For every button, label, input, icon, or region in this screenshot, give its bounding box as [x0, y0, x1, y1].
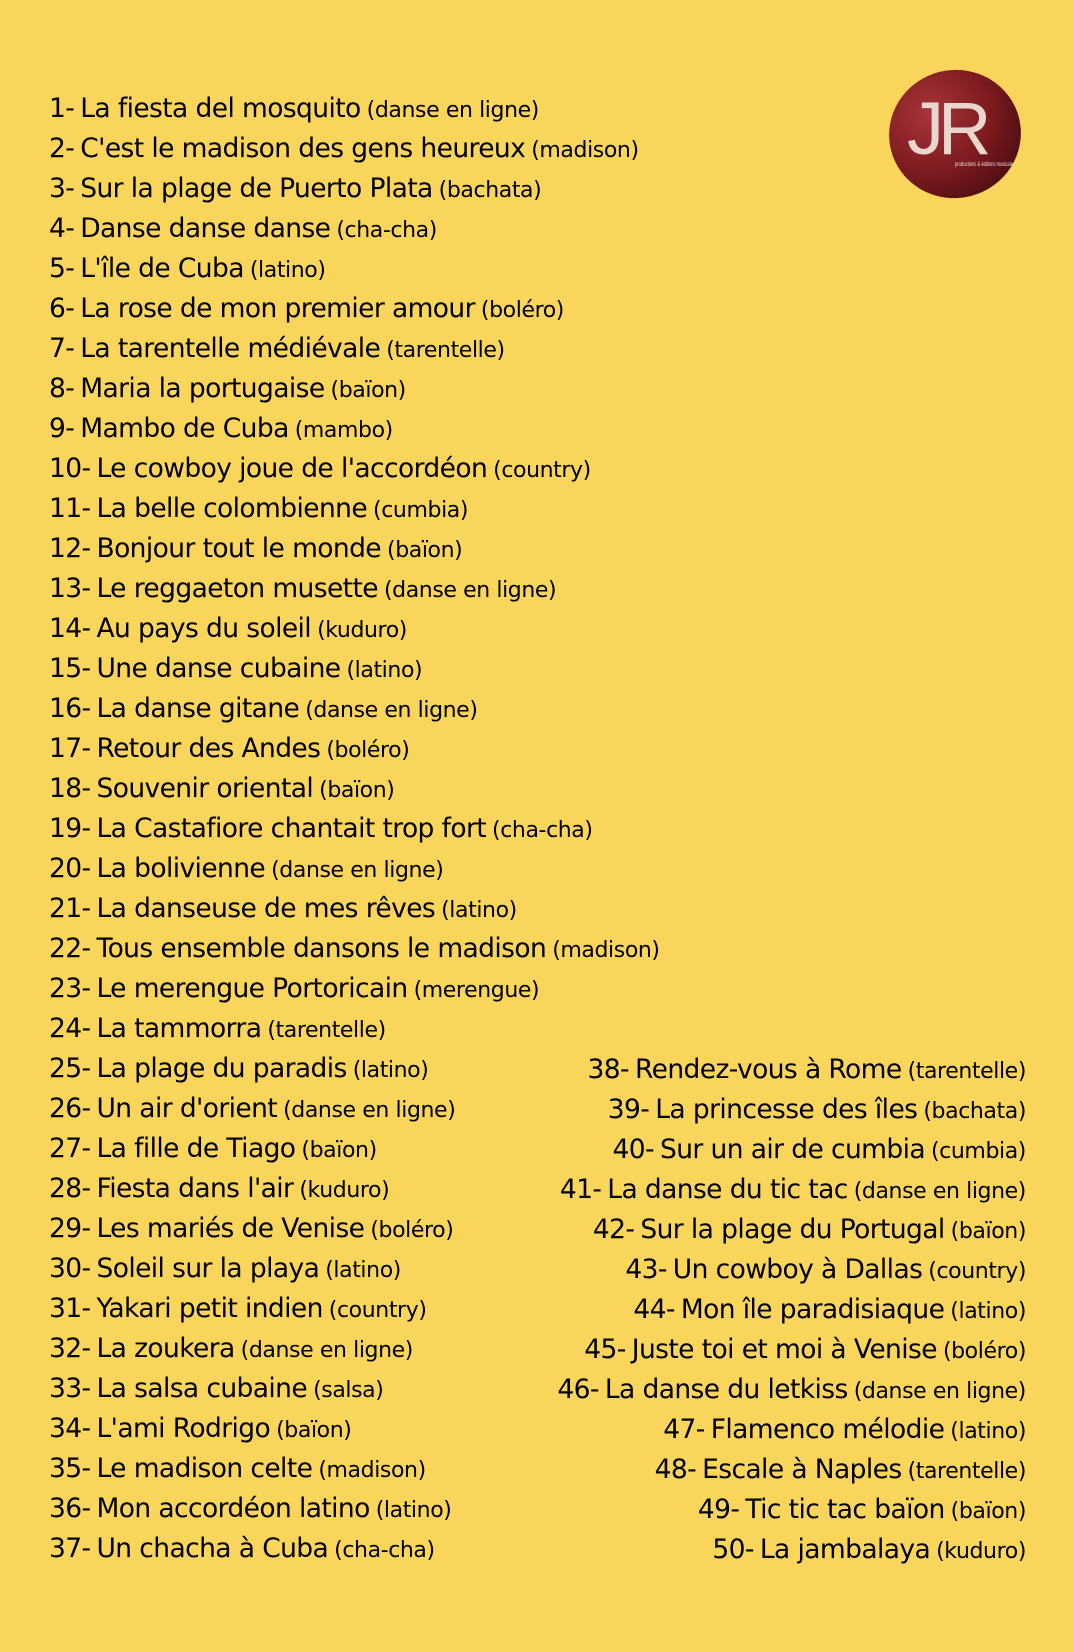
track-dance-style: (baïon) [319, 778, 395, 803]
track-item [49, 249, 660, 289]
track-number: 6- [49, 293, 75, 324]
track-number: 41- [559, 1174, 602, 1205]
track-dance-style: (danse en ligne) [305, 698, 478, 723]
track-title: La fille de Tiago [96, 1133, 296, 1164]
track-item [49, 929, 660, 969]
track-number: 33- [49, 1373, 91, 1404]
track-title: Sur la plage du Portugal [640, 1214, 945, 1245]
track-item [49, 329, 660, 369]
track-title: Le madison celte [96, 1453, 313, 1484]
logo-tagline: productions & éditions musicales [955, 162, 1015, 168]
track-number: 38- [587, 1054, 630, 1085]
track-title: La salsa cubaine [96, 1373, 308, 1404]
track-title: Le cowboy joue de l'accordéon [96, 453, 488, 484]
track-title: La danseuse de mes rêves [96, 893, 436, 924]
track-number: 5- [49, 253, 75, 284]
track-number: 31- [49, 1293, 91, 1324]
track-number: 34- [49, 1413, 91, 1444]
track-title: La zoukera [96, 1333, 235, 1364]
track-dance-style: (kuduro) [299, 1178, 390, 1203]
track-title: La tammorra [96, 1013, 262, 1044]
track-number: 45- [584, 1334, 626, 1365]
track-dance-style: (latino) [346, 658, 423, 683]
track-number: 40- [612, 1134, 654, 1165]
track-title: Mon île paradisiaque [680, 1294, 945, 1325]
track-item [49, 729, 660, 769]
track-dance-style: (country) [328, 1298, 427, 1323]
track-number: 23- [49, 973, 91, 1004]
track-item [49, 129, 660, 169]
track-item [557, 1130, 1026, 1170]
track-title: Danse danse danse [80, 213, 331, 244]
track-number: 46- [557, 1374, 599, 1405]
track-number: 8- [49, 373, 75, 404]
track-dance-style: (cha-cha) [336, 218, 437, 243]
track-number: 15- [49, 653, 91, 684]
track-dance-style: (bachata) [923, 1099, 1026, 1124]
track-title: Les mariés de Venise [96, 1213, 365, 1244]
track-number: 16- [49, 693, 91, 724]
track-title: Mambo de Cuba [80, 413, 289, 444]
track-item [49, 289, 660, 329]
track-title: La Castafiore chantait trop fort [96, 813, 487, 844]
track-item [557, 1210, 1026, 1250]
track-number: 43- [625, 1254, 667, 1285]
track-dance-style: (baïon) [950, 1499, 1026, 1524]
track-item [49, 609, 660, 649]
track-dance-style: (country) [928, 1259, 1026, 1284]
track-number: 32- [49, 1333, 91, 1364]
track-dance-style: (baïon) [387, 538, 463, 563]
track-number: 48- [654, 1454, 697, 1485]
track-item [557, 1530, 1026, 1570]
track-number: 26- [49, 1093, 91, 1124]
track-title: Retour des Andes [96, 733, 321, 764]
track-title: Une danse cubaine [96, 653, 341, 684]
track-number: 10- [49, 453, 91, 484]
track-number: 1- [49, 93, 75, 124]
track-number: 21- [49, 893, 91, 924]
track-dance-style: (danse en ligne) [853, 1179, 1026, 1204]
track-number: 11- [49, 493, 91, 524]
track-number: 37- [49, 1533, 91, 1564]
track-title: Le merengue Portoricain [96, 973, 408, 1004]
track-number: 29- [49, 1213, 91, 1244]
track-title: Rendez-vous à Rome [635, 1054, 902, 1085]
track-dance-style: (baïon) [950, 1219, 1026, 1244]
track-dance-style: (cha-cha) [334, 1538, 435, 1563]
track-item [557, 1370, 1026, 1410]
track-dance-style: (danse en ligne) [240, 1338, 413, 1363]
track-dance-style: (tarentelle) [267, 1018, 386, 1043]
logo-text: JR [907, 87, 986, 170]
track-dance-style: (boléro) [326, 738, 410, 763]
track-dance-style: (danse en ligne) [283, 1098, 456, 1123]
track-dance-style: (tarentelle) [907, 1059, 1026, 1084]
track-dance-style: (salsa) [313, 1378, 384, 1403]
track-item [557, 1170, 1026, 1210]
track-number: 17- [49, 733, 91, 764]
track-item [557, 1490, 1026, 1530]
track-dance-style: (danse en ligne) [366, 98, 539, 123]
track-title: La fiesta del mosquito [80, 93, 361, 124]
tracklist-right-column [557, 1050, 1026, 1570]
track-number: 7- [49, 333, 75, 364]
track-dance-style: (danse en ligne) [853, 1379, 1026, 1404]
track-title: Un air d'orient [96, 1093, 278, 1124]
track-item [49, 89, 660, 129]
track-item [49, 649, 660, 689]
track-title: C'est le madison des gens heureux [80, 133, 526, 164]
track-title: Tic tic tac baïon [745, 1494, 945, 1525]
track-number: 13- [49, 573, 91, 604]
track-title: La jambalaya [759, 1534, 931, 1565]
track-number: 14- [49, 613, 91, 644]
track-dance-style: (baïon) [301, 1138, 377, 1163]
track-title: L'ami Rodrigo [96, 1413, 271, 1444]
track-dance-style: (tarentelle) [907, 1459, 1026, 1484]
track-title: La danse du tic tac [607, 1174, 848, 1205]
jr-productions-logo [885, 66, 1023, 202]
track-title: Fiesta dans l'air [96, 1173, 294, 1204]
track-title: Souvenir oriental [96, 773, 314, 804]
track-dance-style: (cumbia) [373, 498, 469, 523]
track-item [49, 569, 660, 609]
track-title: La plage du paradis [96, 1053, 347, 1084]
track-dance-style: (madison) [318, 1458, 426, 1483]
track-title: Escale à Naples [702, 1454, 902, 1485]
track-dance-style: (bachata) [438, 178, 542, 203]
track-number: 3- [49, 173, 75, 204]
track-dance-style: (merengue) [413, 978, 540, 1003]
track-title: La rose de mon premier amour [80, 293, 475, 324]
track-number: 12- [49, 533, 91, 564]
track-dance-style: (latino) [249, 258, 326, 283]
track-title: Flamenco mélodie [710, 1414, 945, 1445]
track-dance-style: (danse en ligne) [383, 578, 557, 603]
track-title: Le reggaeton musette [96, 573, 378, 604]
track-title: Mon accordéon latino [96, 1493, 370, 1524]
track-title: La princesse des îles [655, 1094, 918, 1125]
track-title: La bolivienne [96, 853, 266, 884]
track-dance-style: (baïon) [330, 378, 406, 403]
track-item [49, 849, 660, 889]
track-number: 39- [607, 1094, 650, 1125]
track-item [49, 449, 660, 489]
track-item [557, 1330, 1026, 1370]
track-dance-style: (country) [493, 458, 591, 483]
track-number: 19- [49, 813, 91, 844]
track-item [49, 689, 660, 729]
track-item [557, 1410, 1026, 1450]
track-title: Bonjour tout le monde [96, 533, 382, 564]
track-title: Sur un air de cumbia [659, 1134, 925, 1165]
track-dance-style: (latino) [441, 898, 517, 923]
track-title: L'île de Cuba [80, 253, 244, 284]
track-item [49, 209, 660, 249]
track-item [557, 1050, 1026, 1090]
track-dance-style: (latino) [375, 1498, 452, 1523]
track-item [49, 769, 660, 809]
track-title: Juste toi et moi à Venise [631, 1334, 937, 1365]
track-number: 42- [592, 1214, 635, 1245]
track-number: 36- [49, 1493, 91, 1524]
track-dance-style: (madison) [531, 138, 639, 163]
track-dance-style: (baïon) [276, 1418, 352, 1443]
track-dance-style: (latino) [352, 1058, 429, 1083]
track-number: 44- [633, 1294, 675, 1325]
track-number: 4- [49, 213, 75, 244]
track-title: Maria la portugaise [80, 373, 325, 404]
track-item [557, 1250, 1026, 1290]
track-number: 18- [49, 773, 91, 804]
track-number: 25- [49, 1053, 91, 1084]
track-title: La danse du letkiss [604, 1374, 848, 1405]
track-number: 22- [49, 933, 91, 964]
track-title: Yakari petit indien [96, 1293, 323, 1324]
track-number: 49- [697, 1494, 740, 1525]
track-item [557, 1450, 1026, 1490]
track-number: 9- [49, 413, 75, 444]
track-dance-style: (latino) [950, 1419, 1026, 1444]
track-number: 50- [712, 1534, 754, 1565]
track-item [49, 809, 660, 849]
track-dance-style: (kuduro) [936, 1539, 1026, 1564]
track-dance-style: (tarentelle) [386, 338, 505, 363]
track-item [557, 1290, 1026, 1330]
track-dance-style: (madison) [552, 938, 660, 963]
track-title: Sur la plage de Puerto Plata [80, 173, 433, 204]
track-number: 24- [49, 1013, 91, 1044]
track-number: 47- [663, 1414, 705, 1445]
track-title: Un chacha à Cuba [96, 1533, 329, 1564]
track-item [49, 529, 660, 569]
track-number: 27- [49, 1133, 91, 1164]
track-title: Un cowboy à Dallas [672, 1254, 923, 1285]
track-number: 30- [49, 1253, 91, 1284]
track-number: 28- [49, 1173, 91, 1204]
track-item [49, 1009, 660, 1049]
track-number: 35- [49, 1453, 91, 1484]
track-dance-style: (kuduro) [317, 618, 407, 643]
track-title: La tarentelle médiévale [80, 333, 381, 364]
track-item [49, 409, 660, 449]
track-item [49, 889, 660, 929]
track-dance-style: (mambo) [294, 418, 393, 443]
track-dance-style: (cha-cha) [492, 818, 593, 843]
track-item [49, 969, 660, 1009]
track-title: Soleil sur la playa [96, 1253, 320, 1284]
track-dance-style: (latino) [325, 1258, 401, 1283]
track-item [557, 1090, 1026, 1130]
track-title: Au pays du soleil [96, 613, 312, 644]
track-title: Tous ensemble dansons le madison [96, 933, 547, 964]
track-dance-style: (boléro) [370, 1218, 454, 1243]
track-dance-style: (boléro) [480, 298, 564, 323]
track-number: 20- [49, 853, 91, 884]
track-item [49, 369, 660, 409]
track-number: 2- [49, 133, 75, 164]
track-dance-style: (latino) [950, 1299, 1026, 1324]
track-dance-style: (danse en ligne) [271, 858, 444, 883]
track-dance-style: (cumbia) [931, 1139, 1026, 1164]
track-item [49, 169, 660, 209]
track-item [49, 489, 660, 529]
track-title: La belle colombienne [96, 493, 368, 524]
track-title: La danse gitane [96, 693, 300, 724]
track-dance-style: (boléro) [942, 1339, 1026, 1364]
